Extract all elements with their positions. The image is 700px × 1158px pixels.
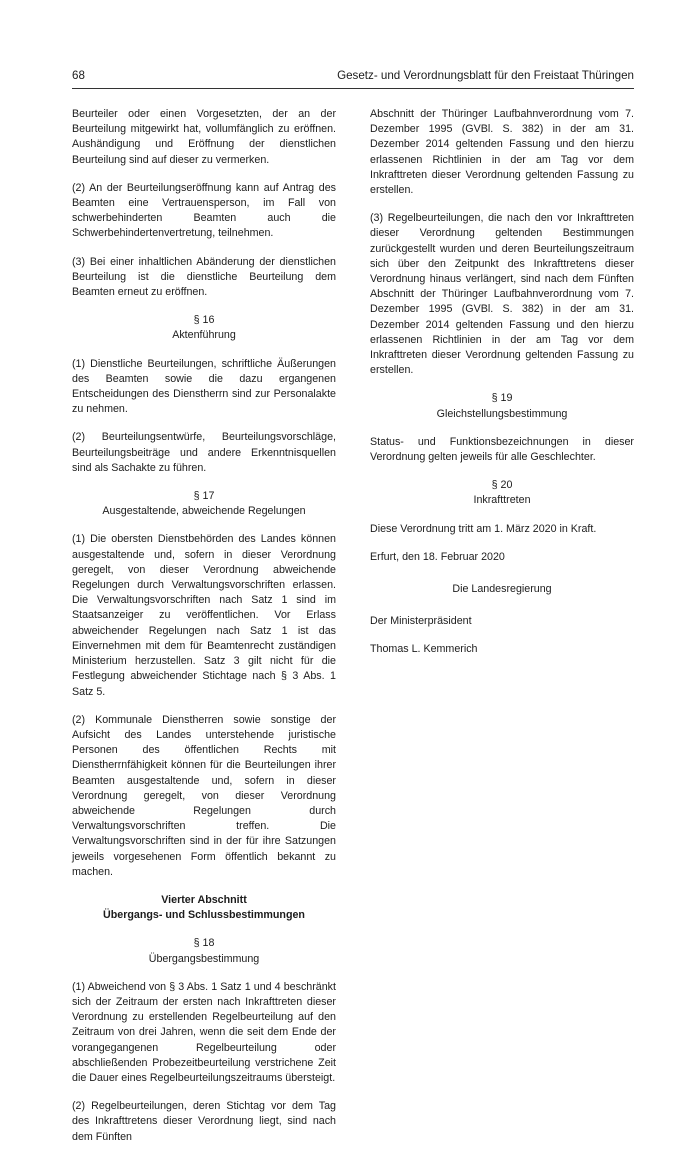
- paragraph-20: Diese Verordnung tritt am 1. März 2020 in Kraft.: [370, 522, 597, 535]
- section-19-heading: [370, 391, 634, 421]
- page-number: 68: [72, 69, 85, 82]
- paragraph-17-2: (2) Kommunale Dienstherren sowie sonstige der Aufsicht des Landes unterstehende juristische Personen des öffentlichen Rechts mit Dienstherrnfähigkeit können für die Beurteilungen ihrer Beamten ausgestaltende und, sofern in dieser Verordnung geregelt, von dieser Verordnung abweichende Regelungen durch Verwaltungsvorschriften treffen. Die Verwaltungsvorschriften sind in der für ihre Satzungen jeweils vorgesehenen Form öffentlich bekannt zu machen.: [72, 713, 336, 878]
- place-and-date: Erfurt, den 18. Februar 2020: [370, 550, 505, 563]
- section-number: § 17: [193, 490, 215, 503]
- paragraph-19: Status- und Funktionsbezeichnungen in dieser Verordnung gelten jeweils für alle Geschlechter.: [370, 435, 634, 464]
- section-number: § 16: [193, 314, 215, 327]
- part-title: Übergangs- und Schlussbestimmungen: [103, 909, 305, 922]
- section-16-heading: [72, 313, 336, 343]
- paragraph-16-2: (2) Beurteilungsentwürfe, Beurteilungsvorschläge, Beurteilungsbeiträge und andere Erkenntnisquellen sind als Sachakte zu führen.: [72, 431, 336, 474]
- section-18-heading: [72, 936, 336, 966]
- continued-paragraph: Abschnitt der Thüringer Laufbahnverordnung vom 7. Dezember 1995 (GVBl. S. 382) in der am 31. Dezember 2014 geltenden Fassung und den hierzu erlassenen Richtlinien in der am Tag vor dem Inkrafttreten dieser Verordnung geltenden Fassung zu erstellen.: [370, 108, 634, 197]
- paragraph-18-1: (1) Abweichend von § 3 Abs. 1 Satz 1 und 4 beschränkt sich der Zeitraum der ersten nach Inkrafttreten dieser Verordnung zu erstellenden Regelbeurteilung auf den Zeitraum von drei Jahren, wenn die seit dem Ende der vorangegangenen Regelbeurteilung oder abschließenden Probezeitbeurteilung verstrichene Zeit die Dauer eines Regelbeurteilungszeitraums übersteigt.: [72, 980, 336, 1084]
- right-column: [370, 107, 634, 671]
- page-header: [72, 68, 634, 84]
- header-rule: [72, 88, 634, 89]
- section-title: Ausgestaltende, abweichende Regelungen: [102, 505, 306, 518]
- paragraph-18-2: (2) Regelbeurteilungen, deren Stichtag vor dem Tag des Inkrafttretens dieser Verordnung liegt, sind nach dem Fünften: [72, 1100, 336, 1143]
- section-title: Aktenführung: [172, 329, 236, 342]
- section-number: § 20: [491, 479, 513, 492]
- section-number: § 18: [193, 937, 215, 950]
- running-title: Gesetz- und Verordnungsblatt für den Freistaat Thüringen: [337, 69, 634, 82]
- part-heading: [72, 893, 336, 923]
- signer-role: Der Ministerpräsident: [370, 615, 472, 628]
- left-column: [72, 107, 336, 1158]
- section-20-heading: [370, 478, 634, 508]
- part-number: Vierter Abschnitt: [161, 893, 247, 906]
- section-title: Gleichstellungsbestimmung: [436, 407, 568, 420]
- section-title: Inkrafttreten: [473, 494, 531, 507]
- section-title: Übergangsbestimmung: [148, 952, 260, 965]
- section-17-heading: [72, 489, 336, 519]
- paragraph-15-2: (2) An der Beurteilungseröffnung kann auf Antrag des Beamten eine Vertrauensperson, im Fall von schwerbehinderten Beamten auch die Schwerbehindertenvertretung, teilnehmen.: [72, 181, 336, 240]
- paragraph-18-3: (3) Regelbeurteilungen, die nach den vor Inkrafttreten dieser Verordnung geltenden Bestimmungen zurückgestellt wurden und deren Beurteilungszeitraum sich über den Zeitpunkt des Inkrafttretens dieser Verordnung hinaus verlängert, sind nach dem Fünften Abschnitt der Thüringer Laufbahnverordnung vom 7. Dezember 1995 (GVBl. S. 382) in der am 31. Dezember 2014 geltenden Fassung und den hierzu erlassenen Richtlinien in der am Tag vor dem Inkrafttreten dieser Verordnung geltenden Fassung zu erstellen.: [370, 212, 634, 377]
- continued-paragraph: Beurteiler oder einen Vorgesetzten, der an der Beurteilung mitgewirkt hat, vollumfänglich zu eröffnen. Aushändigung und Eröffnung der dienstlichen Beurteilung sind auf dieser zu vermerken.: [72, 108, 336, 166]
- issuing-authority: Die Landesregierung: [452, 583, 552, 596]
- paragraph-15-3: (3) Bei einer inhaltlichen Abänderung der dienstlichen Beurteilung ist die dienstliche Beurteilung dem Beamten erneut zu eröffnen.: [72, 255, 336, 299]
- signer-name: Thomas L. Kemmerich: [370, 643, 478, 656]
- paragraph-17-1: (1) Die obersten Dienstbehörden des Landes können ausgestaltende und, sofern in dieser Verordnung geregelt, von dieser Verordnung abweichende Regelungen durch Verwaltungsvorschriften erlassen. Die Verwaltungsvorschriften nach Satz 1 sind im Staatsanzeiger zu veröffentlichen. Vor Erlass abweichender Regelungen nach Satz 1 ist das Einvernehmen mit dem für Beamtenrecht zuständigen Ministerium herzustellen. Satz 3 gilt nicht für die Festlegung abweichender Stichtage nach § 3 Abs. 1 Satz 5.: [72, 533, 336, 698]
- section-number: § 19: [491, 392, 513, 405]
- paragraph-16-1: (1) Dienstliche Beurteilungen, schriftliche Äußerungen des Beamten sowie die dazu ergangenen Entscheidungen des Dienstherrn sind zur Personalakte zu nehmen.: [72, 357, 336, 416]
